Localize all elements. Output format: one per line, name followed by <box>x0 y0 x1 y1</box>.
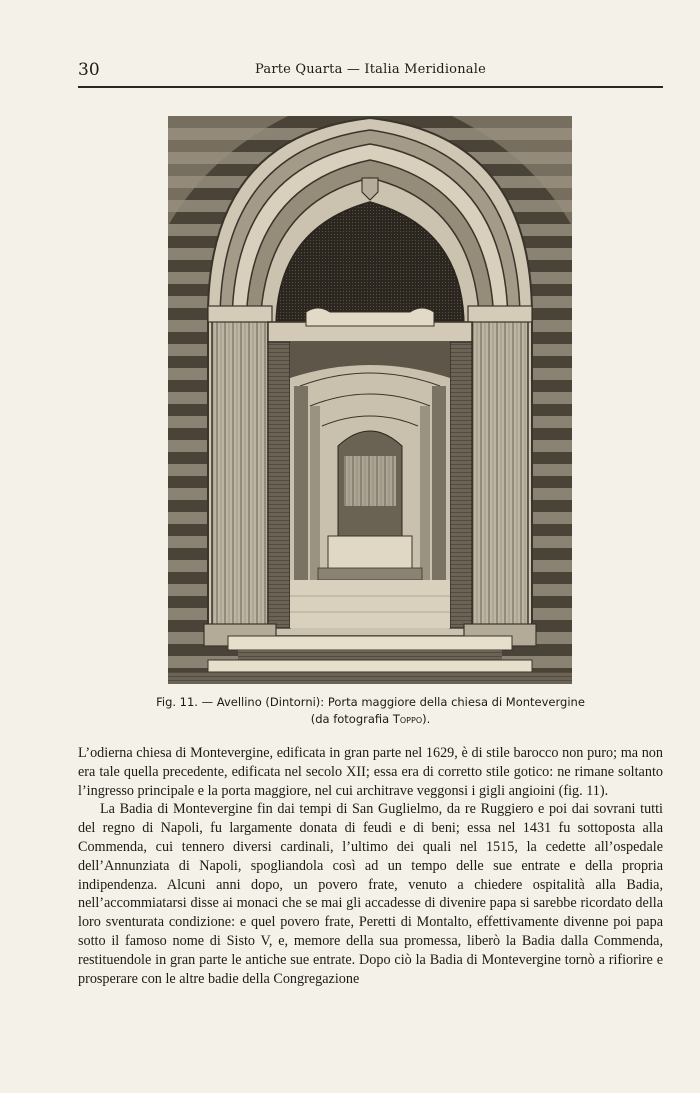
right-arcade <box>432 386 446 606</box>
figure-caption <box>78 694 663 728</box>
altar-rail <box>318 568 422 580</box>
caption-line-2 <box>78 711 663 728</box>
church-portal-illustration <box>168 116 572 684</box>
altar <box>328 536 412 570</box>
page-header <box>78 58 663 82</box>
step-3 <box>208 660 532 672</box>
left-columns <box>212 316 268 626</box>
page-number: 30 <box>78 60 100 80</box>
caption-photographer: Toppo <box>392 712 423 726</box>
figure-engraving-church-portal <box>168 116 572 684</box>
step-2 <box>238 650 502 660</box>
paragraph-1: L’odierna chiesa di Montevergine, edificata in gran parte nel 1629, è di stile barocco non puro; ma non era tale quella precedente, edificata nel secolo XII; essa era di corretto stile gotico: ne rimane soltanto l’ingresso principale e la porta maggiore, nel cui architrave veggonsi i gigli angioini (fig. 11). <box>78 745 663 799</box>
left-capital <box>208 306 272 322</box>
nave-floor <box>290 580 450 628</box>
right-columns <box>472 316 528 626</box>
paragraph-2: La Badia di Montevergine fin dai tempi di San Guglielmo, da re Ruggiero e poi dai sovrani tutti del regno di Napoli, fu largamente donata di feudi e di beni; essa nel 1431 fu sottoposta alla Commenda, cui tennero diversi cardinali, l’ultimo dei quali nel 1515, la cedette all’ospedale dell’Annunziata di Napoli, spogliandola così ad un tempo delle sue entrate e della propria indipendenza. Alcuni anni dopo, un povero frate, venuto a chiedere ospitalità alla Badia, nell’accommiatarsi disse ai monaci che se mai gli accadesse di divenire papa si sarebbe ricordato della loro sventurata condizione: e quel povero frate, Peretti di Montalto, effettivamente divenne poi papa sotto il famoso nome di Sisto V, e, memore della sua promessa, liberò la Badia dalla Commenda, restituendole in gran parte le antiche sue entrate. Dopo ciò la Badia di Montevergine tornò a rifiorire e prosperare con le altre badie della Congregazione <box>78 801 663 987</box>
right-door-jamb <box>450 342 472 628</box>
body-text <box>78 744 663 988</box>
caption-line-1: Fig. 11. — Avellino (Dintorni): Porta maggiore della chiesa di Montevergine <box>156 695 585 709</box>
step-1 <box>228 636 512 650</box>
caption-source-prefix: (da fotografia <box>310 712 393 726</box>
ground <box>168 672 572 684</box>
left-door-jamb <box>268 342 290 628</box>
running-head: Parte Quarta — Italia Meridionale <box>255 62 486 77</box>
left-arcade <box>294 386 308 606</box>
caption-source-suffix: ). <box>422 712 431 726</box>
right-capital <box>468 306 532 322</box>
header-rule <box>78 86 663 88</box>
